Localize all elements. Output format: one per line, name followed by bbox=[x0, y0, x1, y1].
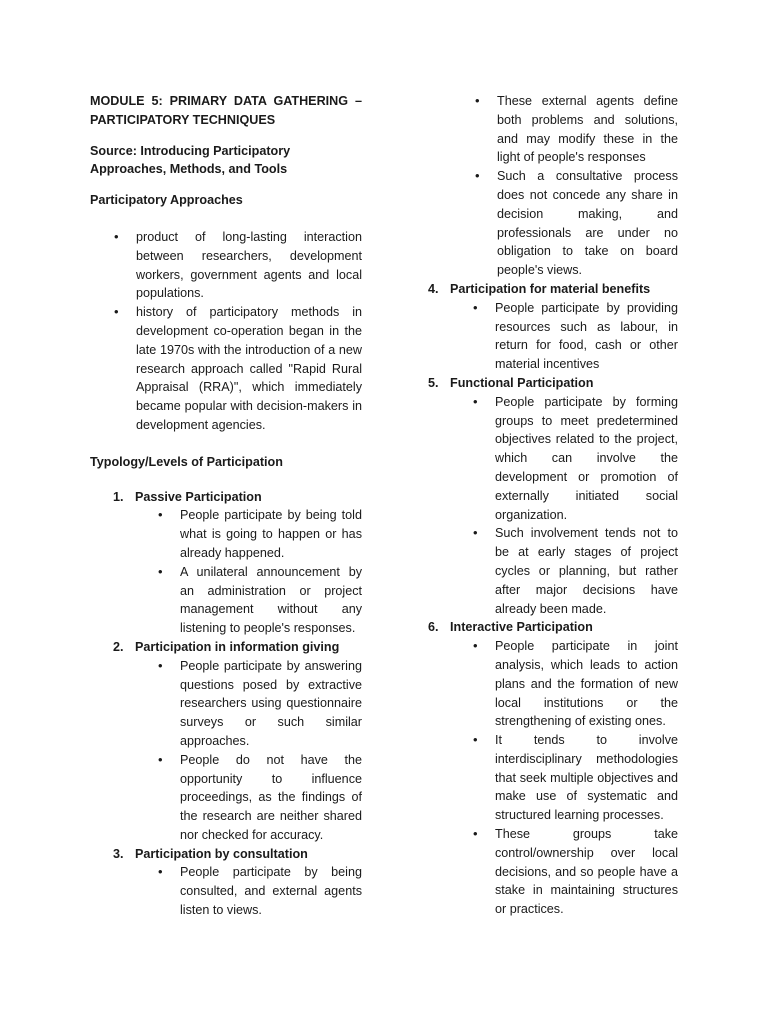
level-title: Participation for material benefits bbox=[450, 281, 651, 296]
level-title: Participation in information giving bbox=[135, 639, 340, 654]
list-item: • People participate by being consulted, and external agents listen to views. bbox=[180, 863, 362, 919]
list-item: • People participate by answering questions posed by extractive researchers using questionnaire surveys or such similar approaches. bbox=[180, 657, 362, 751]
list-item: • Such a consultative process does not concede any share in decision making, and professionals are under no obligation to take on board people's views. bbox=[497, 167, 678, 280]
level-item-2 bbox=[90, 638, 362, 845]
list-item: • People do not have the opportunity to influence proceedings, as the findings of the research are neither shared nor checked for accuracy. bbox=[180, 751, 362, 845]
level-number: 1. bbox=[113, 489, 124, 504]
level-item-3 bbox=[90, 845, 362, 920]
source-line: Source: Introducing Participatory Approaches, Methods, and Tools bbox=[90, 143, 291, 177]
level-number: 6. bbox=[428, 620, 439, 635]
level-bullets bbox=[450, 637, 678, 919]
list-item: • These groups take control/ownership over local decisions, and so people have a stake in maintaining structures or practices. bbox=[495, 825, 678, 919]
level-number: 2. bbox=[113, 639, 124, 654]
list-item: • Such involvement tends not to be at early stages of project cycles or planning, but rather after major decisions have already been made. bbox=[495, 524, 678, 618]
levels-list-left bbox=[90, 488, 362, 920]
list-item: • These external agents define both problems and solutions, and may modify these in the light of people's responses bbox=[497, 92, 678, 167]
list-item: • People participate in joint analysis, which leads to action plans and the formation of new local institutions or the strengthening of existing ones. bbox=[495, 637, 678, 731]
approaches-heading: Participatory Approaches bbox=[90, 193, 243, 208]
level-title: Passive Participation bbox=[135, 489, 262, 504]
list-item: • A unilateral announcement by an administration or project management without any listening to people's responses. bbox=[180, 563, 362, 638]
list-item: • It tends to involve interdisciplinary methodologies that seek multiple objectives and make use of systematic and structured learning processes. bbox=[495, 731, 678, 825]
list-item: • People participate by providing resources such as labour, in return for food, cash or other material incentives bbox=[495, 299, 678, 374]
level-bullets bbox=[135, 657, 362, 845]
level-bullets bbox=[450, 393, 678, 619]
level-title: Participation by consultation bbox=[135, 846, 308, 861]
module-title: MODULE 5: PRIMARY DATA GATHERING – PARTICIPATORY TECHNIQUES bbox=[90, 94, 362, 127]
level-item-6 bbox=[405, 618, 678, 919]
left-column bbox=[90, 92, 362, 920]
levels-list-right bbox=[405, 280, 678, 919]
level-number: 3. bbox=[113, 846, 124, 861]
level-number: 5. bbox=[428, 375, 439, 390]
list-item: • product of long-lasting interaction between researchers, development workers, government agents and local populations. bbox=[136, 228, 362, 303]
right-column bbox=[428, 92, 678, 919]
level-title: Interactive Participation bbox=[450, 620, 593, 635]
level-bullets bbox=[450, 299, 678, 374]
list-item: • People participate by being told what is going to happen or has already happened. bbox=[180, 506, 362, 562]
level-item-5 bbox=[405, 374, 678, 618]
approaches-list bbox=[90, 228, 362, 435]
level-number: 4. bbox=[428, 281, 439, 296]
level-item-1 bbox=[90, 488, 362, 638]
level-bullets bbox=[135, 506, 362, 638]
level-bullets bbox=[135, 863, 362, 919]
typology-heading: Typology/Levels of Participation bbox=[90, 454, 283, 469]
level-item-4 bbox=[405, 280, 678, 374]
level-title: Functional Participation bbox=[450, 375, 594, 390]
level-3-continued-bullets bbox=[428, 92, 678, 280]
list-item: • history of participatory methods in development co-operation began in the late 1970s with the introduction of a new research approach called "Rapid Rural Appraisal (RRA)", which immediately became popular with decision-makers in development agencies. bbox=[136, 303, 362, 435]
list-item: • People participate by forming groups to meet predetermined objectives related to the project, which can involve the development or promotion of externally initiated social organization. bbox=[495, 393, 678, 525]
